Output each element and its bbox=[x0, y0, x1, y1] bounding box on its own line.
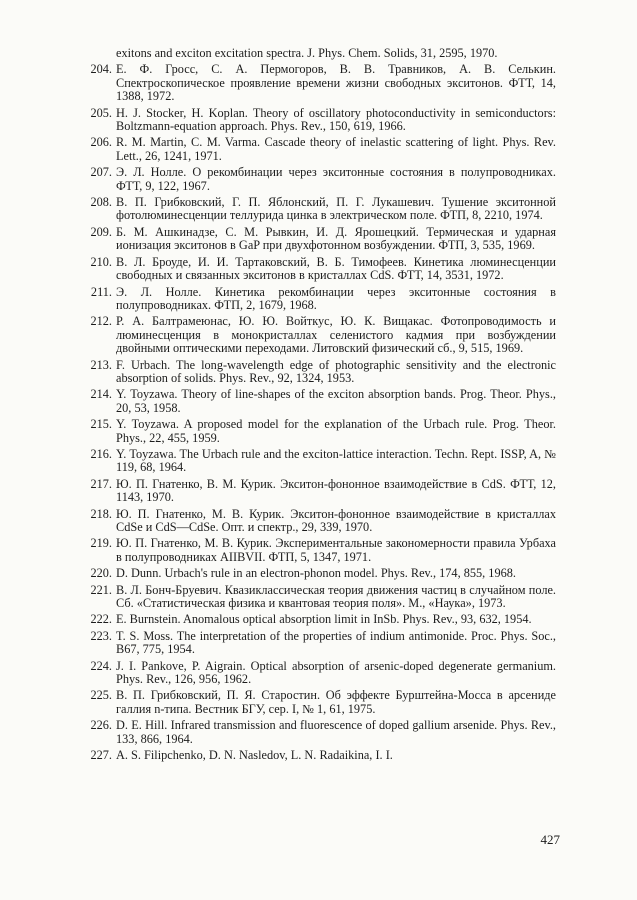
reference-entry bbox=[80, 584, 556, 611]
reference-text: Y. Toyzawa. A proposed model for the explanation of the Urbach rule. Prog. Theor. Phys., 22, 455, 1959. bbox=[116, 417, 556, 445]
reference-number: 223. bbox=[90, 628, 112, 643]
reference-number: 206. bbox=[90, 135, 112, 150]
reference-entry bbox=[80, 537, 556, 564]
reference-text: Ю. П. Гнатенко, М. В. Курик. Экспериментальные закономерности правила Урбаха в полупроводниках AIIBVII. ФТП, 5, 1347, 1971. bbox=[116, 536, 556, 564]
reference-text: T. S. Moss. The interpretation of the properties of indium antimonide. Proc. Phys. Soc., B67, 775, 1954. bbox=[116, 628, 556, 657]
reference-text: Y. Toyzawa. The Urbach rule and the exciton-lattice interaction. Techn. Rept. ISSP, A, № 119, 68, 1964. bbox=[116, 446, 556, 475]
reference-text: Ю. П. Гнатенко, М. В. Курик. Экситон-фононное взаимодействие в кристаллах CdSe и CdS—CdSe. Опт. и спектр., 29, 339, 1970. bbox=[116, 506, 556, 534]
reference-text: D. Dunn. Urbach's rule in an electron-phonon model. Phys. Rev., 174, 855, 1968. bbox=[116, 566, 516, 581]
reference-number: 224. bbox=[90, 658, 112, 673]
reference-entry bbox=[80, 388, 556, 415]
reference-entry bbox=[80, 418, 556, 445]
reference-entry bbox=[80, 478, 556, 505]
reference-text: Y. Toyzawa. Theory of line-shapes of the exciton absorption bands. Prog. Theor. Phys., 20, 53, 1958. bbox=[116, 387, 556, 415]
reference-text: В. Л. Броуде, И. И. Тартаковский, В. Б. Тимофеев. Кинетика люминесценции свободных и связанных экситонов в кристаллах CdS. ФТТ, 14, 3531, 1972. bbox=[116, 254, 556, 283]
reference-entry bbox=[80, 613, 556, 626]
reference-text: J. I. Pankove, P. Aigrain. Optical absorption of arsenic-doped degenerate germanium. Phys. Rev., 126, 956, 1962. bbox=[116, 658, 556, 687]
reference-entry bbox=[80, 226, 556, 253]
reference-number: 217. bbox=[90, 476, 112, 491]
reference-entry bbox=[80, 567, 556, 580]
reference-text: R. M. Martin, C. M. Varma. Cascade theory of inelastic scattering of light. Phys. Rev. Lett., 26, 1241, 1971. bbox=[116, 135, 556, 163]
reference-number: 207. bbox=[90, 165, 112, 180]
reference-text: Р. А. Балтрамеюнас, Ю. Ю. Войткус, Ю. К. Вищакас. Фотопроводимость и люминесценция в монокристаллах селенистого кадмия при возбуждении двойными оптическими переходами. Литовский физический сб., 9, 515, 1969. bbox=[116, 314, 556, 356]
reference-entry bbox=[80, 47, 556, 60]
reference-number: 205. bbox=[90, 105, 112, 120]
reference-number: 204. bbox=[90, 62, 112, 77]
reference-list bbox=[80, 47, 556, 766]
reference-entry bbox=[80, 660, 556, 687]
reference-text: E. Burnstein. Anomalous optical absorption limit in InSb. Phys. Rev., 93, 632, 1954. bbox=[116, 612, 532, 627]
reference-number: 213. bbox=[90, 357, 112, 372]
reference-text: В. Л. Бонч-Бруевич. Квазиклассическая теория движения частиц в случайном поле. Сб. «Статистическая физика и квантовая теория поля». М., «Наука», 1973. bbox=[116, 582, 556, 611]
reference-text: В. П. Грибковский, Г. П. Яблонский, П. Г. Лукашевич. Тушение экситонной фотолюминесценции теллурида цинка в электрическом поле. ФТП, 8, 2210, 1974. bbox=[116, 195, 556, 223]
reference-entry bbox=[80, 166, 556, 193]
reference-entry bbox=[80, 63, 556, 103]
reference-text: В. П. Грибковский, П. Я. Старостин. Об эффекте Бурштейна-Мосса в арсениде галлия n-типа. Вестник БГУ, сер. I, № 1, 61, 1975. bbox=[116, 688, 556, 716]
reference-entry bbox=[80, 749, 556, 762]
reference-entry bbox=[80, 719, 556, 746]
reference-text: Е. Ф. Гросс, С. А. Пермогоров, В. В. Травников, А. В. Селькин. Спектроскопическое проявление времени жизни свободных экситонов. ФТТ, 14, 1388, 1972. bbox=[116, 62, 556, 104]
reference-number: 226. bbox=[90, 718, 112, 733]
reference-number: 210. bbox=[90, 254, 112, 269]
page-number: 427 bbox=[540, 832, 560, 847]
reference-text: Э. Л. Нолле. Кинетика рекомбинации через экситонные состояния в полупроводниках. ФТП, 2, 1679, 1968. bbox=[116, 284, 556, 312]
reference-entry bbox=[80, 448, 556, 475]
reference-entry bbox=[80, 136, 556, 163]
reference-entry bbox=[80, 286, 556, 313]
reference-number: 216. bbox=[90, 446, 112, 461]
reference-text: Ю. П. Гнатенко, В. М. Курик. Экситон-фононное взаимодействие в CdS. ФТТ, 12, 1143, 1970. bbox=[116, 476, 556, 505]
reference-number: 221. bbox=[90, 582, 112, 597]
reference-entry bbox=[80, 359, 556, 386]
reference-text: A. S. Filipchenko, D. N. Nasledov, L. N. Radaikina, I. I. bbox=[116, 748, 393, 763]
reference-entry bbox=[80, 630, 556, 657]
reference-text: F. Urbach. The long-wavelength edge of photographic sensitivity and the electronic absorption of solids. Phys. Rev., 92, 1324, 1953. bbox=[116, 357, 556, 385]
reference-number: 214. bbox=[90, 387, 112, 402]
reference-text: Б. М. Ашкинадзе, С. М. Рывкин, И. Д. Ярошецкий. Термическая и ударная ионизация экситонов в GaP при двухфотонном возбуждении. ФТП, 3, 535, 1969. bbox=[116, 224, 556, 253]
reference-number: 220. bbox=[90, 566, 112, 581]
reference-number: 211. bbox=[90, 284, 112, 299]
reference-text: exitons and exciton excitation spectra. J. Phys. Chem. Solids, 31, 2595, 1970. bbox=[116, 46, 498, 60]
reference-number: 215. bbox=[90, 417, 112, 432]
reference-number: 218. bbox=[90, 506, 112, 521]
reference-text: D. E. Hill. Infrared transmission and fluorescence of doped gallium arsenide. Phys. Rev., 133, 866, 1964. bbox=[116, 718, 556, 746]
reference-entry bbox=[80, 315, 556, 355]
reference-number: 227. bbox=[90, 748, 112, 763]
reference-text: Э. Л. Нолле. О рекомбинации через экситонные состояния в полупроводниках. ФТТ, 9, 122, 1967. bbox=[116, 165, 556, 193]
reference-entry bbox=[80, 107, 556, 134]
reference-number: 209. bbox=[90, 224, 112, 239]
reference-entry bbox=[80, 689, 556, 716]
reference-text: H. J. Stocker, H. Koplan. Theory of oscillatory photoconductivity in semiconductors: Boltzmann-equation approach. Phys. Rev., 150, 619, 1966. bbox=[116, 105, 556, 134]
reference-number: 219. bbox=[90, 536, 112, 551]
reference-entry bbox=[80, 256, 556, 283]
reference-number: 225. bbox=[90, 688, 112, 703]
reference-entry bbox=[80, 196, 556, 223]
reference-number: 208. bbox=[90, 195, 112, 210]
reference-entry bbox=[80, 508, 556, 535]
reference-number: 212. bbox=[90, 314, 112, 329]
reference-number: 222. bbox=[90, 612, 112, 627]
